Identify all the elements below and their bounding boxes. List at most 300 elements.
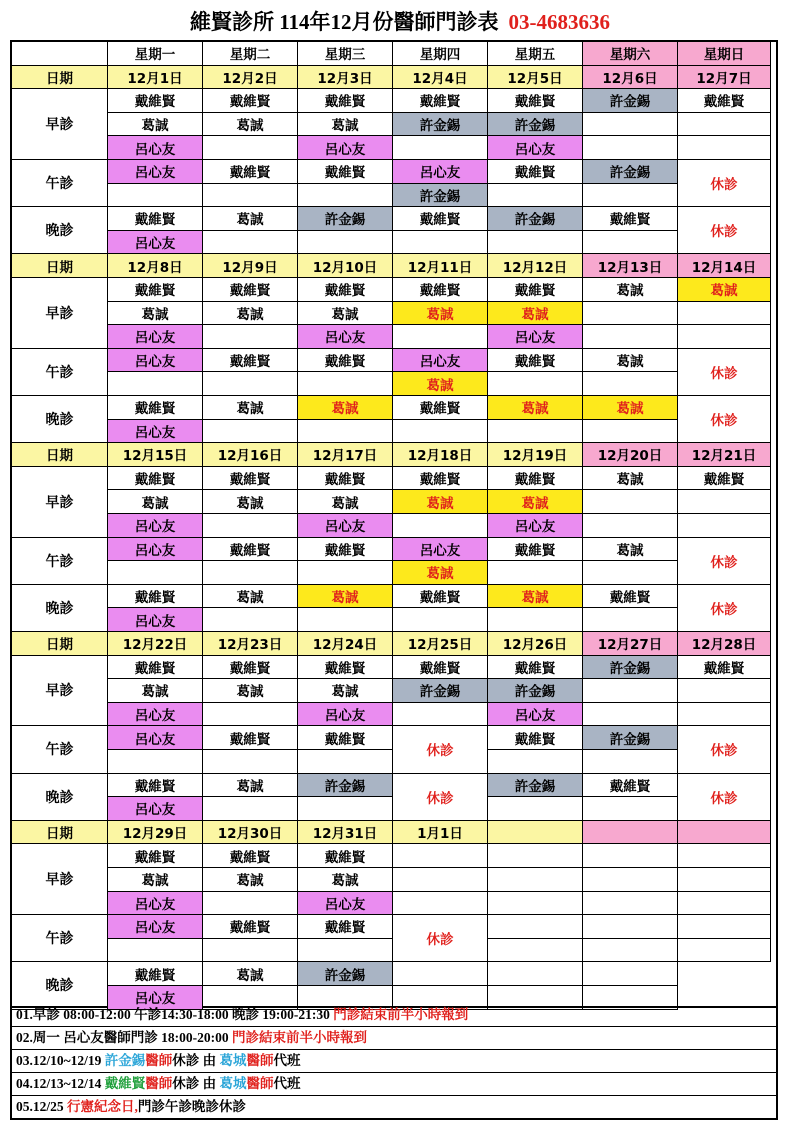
note-text: 休診 由: [172, 1076, 220, 1091]
doctor-cell: 戴維賢: [298, 467, 393, 491]
doctor-cell: 戴維賢: [298, 89, 393, 113]
empty-cell: [488, 868, 583, 892]
doctor-cell: 許金錫: [488, 774, 583, 798]
session-label: 早診: [12, 89, 108, 160]
doctor-cell: 葛誠: [583, 278, 678, 302]
doctor-cell: 呂心友: [108, 136, 203, 160]
date-cell: 12月15日: [108, 443, 203, 467]
doctor-cell: 戴維賢: [203, 160, 298, 184]
doctor-cell: 戴維賢: [488, 89, 583, 113]
doctor-cell: 戴維賢: [298, 726, 393, 750]
doctor-cell: 呂心友: [108, 349, 203, 373]
doctor-cell: 葛誠: [393, 490, 488, 514]
doctor-cell: 呂心友: [108, 231, 203, 255]
doctor-cell: 戴維賢: [298, 656, 393, 680]
empty-cell: [678, 490, 771, 514]
doctor-cell: 戴維賢: [108, 467, 203, 491]
empty-cell: [203, 892, 298, 916]
date-cell: [488, 821, 583, 845]
doctor-cell: 戴維賢: [203, 844, 298, 868]
weekday-header: 星期二: [203, 42, 298, 66]
doctor-cell: 戴維賢: [583, 207, 678, 231]
empty-cell: [583, 136, 678, 160]
empty-cell: [298, 561, 393, 585]
session-label: 早診: [12, 656, 108, 727]
doctor-cell: 戴維賢: [203, 89, 298, 113]
doctor-cell: 呂心友: [108, 160, 203, 184]
doctor-cell: 許金錫: [298, 962, 393, 986]
note-text: 門診午診晚診休診: [137, 1099, 246, 1114]
date-cell: 12月13日: [583, 254, 678, 278]
doctor-cell: 呂心友: [298, 514, 393, 538]
doctor-cell: 葛誠: [203, 679, 298, 703]
empty-cell: [678, 679, 771, 703]
doctor-cell: 戴維賢: [678, 467, 771, 491]
empty-cell: [298, 939, 393, 963]
note-text: 05.12/25: [16, 1099, 68, 1114]
doctor-cell: 葛誠: [488, 302, 583, 326]
empty-cell: [583, 750, 678, 774]
session-label: 早診: [12, 278, 108, 349]
empty-cell: [203, 231, 298, 255]
date-cell: 12月21日: [678, 443, 771, 467]
doctor-cell: 戴維賢: [203, 656, 298, 680]
doctor-cell: 呂心友: [298, 703, 393, 727]
date-cell: 12月5日: [488, 66, 583, 90]
doctor-cell: 呂心友: [108, 538, 203, 562]
empty-cell: [583, 939, 678, 963]
date-cell: 12月9日: [203, 254, 298, 278]
doctor-cell: 葛誠: [108, 302, 203, 326]
note-text: 02.周一 呂心友醫師門診 18:00-20:00: [16, 1030, 232, 1045]
closed-cell: 休診: [678, 726, 771, 773]
empty-cell: [203, 372, 298, 396]
date-cell: 12月30日: [203, 821, 298, 845]
doctor-cell: 戴維賢: [583, 774, 678, 798]
empty-cell: [203, 703, 298, 727]
doctor-cell: 呂心友: [108, 703, 203, 727]
empty-cell: [488, 962, 583, 986]
weekday-header: 星期三: [298, 42, 393, 66]
date-cell: 12月19日: [488, 443, 583, 467]
note-text: 代班: [273, 1053, 301, 1068]
doctor-cell: 許金錫: [583, 89, 678, 113]
doctor-cell: 葛誠: [203, 207, 298, 231]
doctor-cell: 戴維賢: [203, 278, 298, 302]
doctor-cell: 戴維賢: [203, 467, 298, 491]
doctor-cell: 戴維賢: [393, 278, 488, 302]
doctor-cell: 戴維賢: [583, 585, 678, 609]
empty-cell: [298, 184, 393, 208]
doctor-cell: 葛誠: [488, 396, 583, 420]
doctor-cell: 戴維賢: [488, 726, 583, 750]
date-cell: 12月20日: [583, 443, 678, 467]
date-cell: 12月16日: [203, 443, 298, 467]
doctor-cell: 許金錫: [393, 184, 488, 208]
doctor-cell: 呂心友: [488, 136, 583, 160]
doctor-cell: 呂心友: [108, 726, 203, 750]
doctor-cell: 呂心友: [488, 514, 583, 538]
empty-cell: [583, 184, 678, 208]
empty-cell: [298, 797, 393, 821]
empty-cell: [678, 844, 771, 868]
empty-cell: [298, 372, 393, 396]
session-label: 午診: [12, 349, 108, 396]
date-cell: 12月14日: [678, 254, 771, 278]
empty-cell: [583, 962, 678, 986]
empty-cell: [488, 561, 583, 585]
empty-cell: [583, 420, 678, 444]
doctor-cell: 戴維賢: [393, 585, 488, 609]
doctor-cell: 葛誠: [108, 868, 203, 892]
empty-cell: [203, 420, 298, 444]
doctor-cell: 葛誠: [203, 774, 298, 798]
note-text: 行憲紀念日,: [67, 1099, 138, 1114]
empty-cell: [678, 514, 771, 538]
empty-cell: [488, 939, 583, 963]
empty-cell: [678, 302, 771, 326]
closed-cell: 休診: [678, 207, 771, 254]
note-text: 04.12/13~12/14: [16, 1076, 105, 1091]
doctor-cell: 葛誠: [488, 585, 583, 609]
session-label: 早診: [12, 844, 108, 915]
doctor-cell: 呂心友: [108, 986, 203, 1010]
session-label: 早診: [12, 467, 108, 538]
doctor-cell: 戴維賢: [488, 160, 583, 184]
closed-cell: 休診: [393, 915, 488, 962]
doctor-cell: 戴維賢: [203, 726, 298, 750]
empty-cell: [583, 915, 678, 939]
empty-cell: [108, 750, 203, 774]
doctor-cell: 許金錫: [488, 207, 583, 231]
date-cell: 1月1日: [393, 821, 488, 845]
doctor-cell: 許金錫: [488, 113, 583, 137]
empty-cell: [583, 514, 678, 538]
note-text: 門診結束前半小時報到: [232, 1030, 367, 1045]
doctor-cell: 戴維賢: [488, 656, 583, 680]
empty-cell: [488, 372, 583, 396]
doctor-cell: 葛誠: [203, 962, 298, 986]
date-row-label: 日期: [12, 632, 108, 656]
empty-cell: [488, 915, 583, 939]
empty-cell: [393, 962, 488, 986]
doctor-cell: 戴維賢: [393, 89, 488, 113]
doctor-cell: 戴維賢: [393, 207, 488, 231]
doctor-cell: 許金錫: [488, 679, 583, 703]
doctor-cell: 葛誠: [583, 467, 678, 491]
closed-cell: 休診: [678, 538, 771, 585]
doctor-cell: 戴維賢: [203, 349, 298, 373]
doctor-cell: 呂心友: [488, 703, 583, 727]
doctor-cell: 戴維賢: [298, 160, 393, 184]
empty-cell: [203, 184, 298, 208]
note-line: [12, 1050, 776, 1073]
doctor-cell: 戴維賢: [108, 844, 203, 868]
date-cell: 12月22日: [108, 632, 203, 656]
doctor-cell: 葛誠: [108, 490, 203, 514]
session-label: 晚診: [12, 396, 108, 443]
doctor-cell: 葛誠: [298, 396, 393, 420]
doctor-cell: 呂心友: [298, 892, 393, 916]
note-line: [12, 1073, 776, 1096]
empty-cell: [298, 231, 393, 255]
empty-cell: [583, 868, 678, 892]
session-label: 晚診: [12, 585, 108, 632]
empty-cell: [583, 892, 678, 916]
doctor-cell: 葛誠: [393, 372, 488, 396]
doctor-cell: 許金錫: [298, 774, 393, 798]
doctor-cell: 戴維賢: [488, 538, 583, 562]
date-row-label: 日期: [12, 443, 108, 467]
empty-cell: [393, 892, 488, 916]
empty-cell: [203, 939, 298, 963]
empty-cell: [488, 892, 583, 916]
schedule-table: [10, 40, 778, 1008]
empty-cell: [108, 184, 203, 208]
date-cell: 12月26日: [488, 632, 583, 656]
date-cell: 12月4日: [393, 66, 488, 90]
doctor-cell: 葛誠: [298, 113, 393, 137]
empty-cell: [298, 420, 393, 444]
date-cell: 12月7日: [678, 66, 771, 90]
notes-section: [10, 1004, 778, 1120]
doctor-cell: 葛誠: [203, 396, 298, 420]
empty-cell: [488, 797, 583, 821]
empty-cell: [203, 608, 298, 632]
doctor-cell: 呂心友: [108, 892, 203, 916]
empty-cell: [678, 325, 771, 349]
doctor-cell: 呂心友: [298, 325, 393, 349]
doctor-cell: 戴維賢: [393, 467, 488, 491]
doctor-cell: 戴維賢: [678, 89, 771, 113]
session-label: 晚診: [12, 774, 108, 821]
empty-cell: [108, 939, 203, 963]
doctor-cell: 戴維賢: [393, 396, 488, 420]
empty-cell: [678, 703, 771, 727]
session-label: 午診: [12, 160, 108, 207]
doctor-cell: 戴維賢: [488, 467, 583, 491]
doctor-cell: 葛誠: [298, 490, 393, 514]
note-text: 門診結束前半小時報到: [333, 1007, 469, 1022]
note-text: 醫師: [246, 1053, 274, 1068]
empty-cell: [488, 608, 583, 632]
date-cell: 12月8日: [108, 254, 203, 278]
empty-cell: [108, 561, 203, 585]
doctor-cell: 戴維賢: [393, 656, 488, 680]
doctor-cell: 戴維賢: [488, 349, 583, 373]
empty-cell: [488, 420, 583, 444]
empty-cell: [203, 750, 298, 774]
date-cell: 12月18日: [393, 443, 488, 467]
note-text: 醫師: [145, 1053, 173, 1068]
date-cell: 12月28日: [678, 632, 771, 656]
note-text: 代班: [273, 1076, 301, 1091]
doctor-cell: 葛誠: [203, 302, 298, 326]
date-row-label: 日期: [12, 66, 108, 90]
session-label: 午診: [12, 915, 108, 962]
doctor-cell: 許金錫: [583, 726, 678, 750]
doctor-cell: 戴維賢: [298, 349, 393, 373]
closed-cell: 休診: [678, 396, 771, 443]
date-cell: [678, 821, 771, 845]
doctor-cell: 戴維賢: [108, 656, 203, 680]
session-label: 午診: [12, 538, 108, 585]
doctor-cell: 戴維賢: [108, 278, 203, 302]
header-corner: [12, 42, 108, 66]
empty-cell: [678, 113, 771, 137]
weekday-header: 星期四: [393, 42, 488, 66]
doctor-cell: 戴維賢: [108, 585, 203, 609]
date-cell: 12月3日: [298, 66, 393, 90]
empty-cell: [678, 892, 771, 916]
note-text: 許金錫: [104, 1053, 146, 1068]
doctor-cell: 戴維賢: [108, 774, 203, 798]
doctor-cell: 呂心友: [108, 420, 203, 444]
doctor-cell: 戴維賢: [108, 962, 203, 986]
date-cell: 12月6日: [583, 66, 678, 90]
note-line: [12, 1096, 776, 1118]
empty-cell: [583, 113, 678, 137]
doctor-cell: 葛誠: [298, 585, 393, 609]
empty-cell: [583, 679, 678, 703]
empty-cell: [393, 514, 488, 538]
date-cell: 12月27日: [583, 632, 678, 656]
session-label: 晚診: [12, 962, 108, 1009]
doctor-cell: 呂心友: [108, 915, 203, 939]
empty-cell: [393, 420, 488, 444]
doctor-cell: 呂心友: [393, 160, 488, 184]
doctor-cell: 葛誠: [108, 113, 203, 137]
doctor-cell: 葛誠: [203, 868, 298, 892]
doctor-cell: 戴維賢: [203, 915, 298, 939]
doctor-cell: 葛誠: [298, 868, 393, 892]
date-cell: [583, 821, 678, 845]
date-cell: 12月10日: [298, 254, 393, 278]
empty-cell: [393, 325, 488, 349]
empty-cell: [203, 797, 298, 821]
note-text: 戴維賢: [104, 1076, 146, 1091]
closed-cell: 休診: [393, 774, 488, 821]
note-line: [12, 1004, 776, 1027]
doctor-cell: 葛誠: [108, 679, 203, 703]
doctor-cell: 葛誠: [583, 538, 678, 562]
date-cell: 12月1日: [108, 66, 203, 90]
empty-cell: [298, 608, 393, 632]
empty-cell: [488, 231, 583, 255]
empty-cell: [203, 514, 298, 538]
empty-cell: [678, 939, 771, 963]
empty-cell: [583, 490, 678, 514]
page-title: [0, 6, 800, 38]
empty-cell: [583, 844, 678, 868]
empty-cell: [203, 561, 298, 585]
empty-cell: [583, 302, 678, 326]
clinic-title: 維賢診所 114年12月份醫師門診表: [189, 10, 499, 34]
doctor-cell: 呂心友: [393, 538, 488, 562]
empty-cell: [488, 184, 583, 208]
doctor-cell: 許金錫: [393, 679, 488, 703]
doctor-cell: 戴維賢: [108, 396, 203, 420]
doctor-cell: 戴維賢: [108, 89, 203, 113]
doctor-cell: 許金錫: [583, 656, 678, 680]
note-text: 01.早診 08:00-12:00 午診14:30-18:00 晚診 19:00-21:30: [16, 1007, 334, 1022]
doctor-cell: 葛誠: [203, 113, 298, 137]
doctor-cell: 戴維賢: [488, 278, 583, 302]
doctor-cell: 呂心友: [108, 608, 203, 632]
empty-cell: [583, 797, 678, 821]
empty-cell: [488, 750, 583, 774]
empty-cell: [298, 750, 393, 774]
doctor-cell: 葛誠: [583, 349, 678, 373]
date-cell: 12月25日: [393, 632, 488, 656]
note-text: 葛城: [219, 1053, 247, 1068]
weekday-header: 星期日: [678, 42, 771, 66]
doctor-cell: 戴維賢: [108, 207, 203, 231]
date-cell: 12月2日: [203, 66, 298, 90]
note-text: 03.12/10~12/19: [16, 1053, 105, 1068]
date-cell: 12月12日: [488, 254, 583, 278]
empty-cell: [678, 868, 771, 892]
empty-cell: [393, 844, 488, 868]
empty-cell: [583, 325, 678, 349]
doctor-cell: 戴維賢: [678, 656, 771, 680]
clinic-phone: 03-4683636: [508, 10, 611, 34]
closed-cell: 休診: [393, 726, 488, 773]
empty-cell: [678, 136, 771, 160]
doctor-cell: 葛誠: [678, 278, 771, 302]
doctor-cell: 葛誠: [203, 585, 298, 609]
note-text: 醫師: [246, 1076, 274, 1091]
doctor-cell: 葛誠: [203, 490, 298, 514]
doctor-cell: 戴維賢: [298, 278, 393, 302]
doctor-cell: 呂心友: [108, 797, 203, 821]
doctor-cell: 呂心友: [108, 325, 203, 349]
doctor-cell: 戴維賢: [298, 915, 393, 939]
empty-cell: [583, 703, 678, 727]
empty-cell: [488, 844, 583, 868]
doctor-cell: 葛誠: [298, 679, 393, 703]
closed-cell: 休診: [678, 349, 771, 396]
note-text: 休診 由: [172, 1053, 220, 1068]
doctor-cell: 呂心友: [108, 514, 203, 538]
doctor-cell: 呂心友: [298, 136, 393, 160]
empty-cell: [583, 608, 678, 632]
date-row-label: 日期: [12, 254, 108, 278]
doctor-cell: 戴維賢: [298, 844, 393, 868]
doctor-cell: 葛誠: [393, 302, 488, 326]
doctor-cell: 許金錫: [583, 160, 678, 184]
doctor-cell: 戴維賢: [203, 538, 298, 562]
doctor-cell: 許金錫: [393, 113, 488, 137]
doctor-cell: 葛誠: [583, 396, 678, 420]
empty-cell: [583, 231, 678, 255]
closed-cell: 休診: [678, 774, 771, 821]
empty-cell: [393, 136, 488, 160]
date-cell: 12月23日: [203, 632, 298, 656]
date-cell: 12月31日: [298, 821, 393, 845]
doctor-cell: 戴維賢: [298, 538, 393, 562]
empty-cell: [393, 703, 488, 727]
note-text: 葛城: [219, 1076, 247, 1091]
date-cell: 12月29日: [108, 821, 203, 845]
session-label: 晚診: [12, 207, 108, 254]
date-row-label: 日期: [12, 821, 108, 845]
empty-cell: [583, 372, 678, 396]
session-label: 午診: [12, 726, 108, 773]
note-line: [12, 1027, 776, 1050]
empty-cell: [393, 608, 488, 632]
empty-cell: [678, 915, 771, 939]
